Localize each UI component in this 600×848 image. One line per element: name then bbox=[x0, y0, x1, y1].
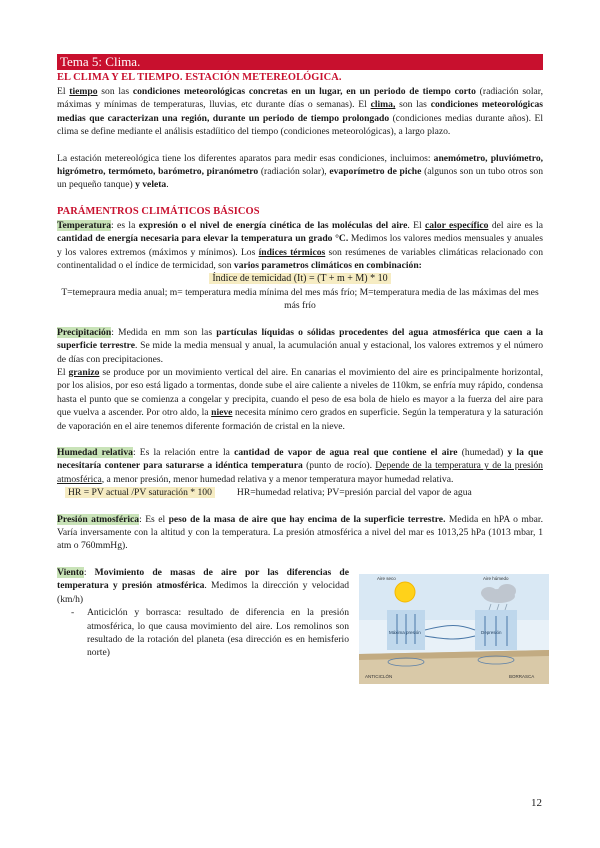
formula-humedad: HR = PV actual /PV saturación * 100 HR=humedad relativa; PV=presión parcial del vapor de agua bbox=[57, 486, 543, 499]
formula-legend: T=temepraura media anual; m= temperatura media mínima del mes más frío; M=temperatura media de las máximas del mes más frío bbox=[61, 286, 539, 312]
paragraph-temperatura: Temperatura: es la expresión o el nivel de energía cinética de las moléculas del aire. El calor específico del aire es la cantidad de energía necesaria para elevar la temperatura un grado °C. Medimos los valores medios mensuales y anuales y los valores extremos (máximos y mínimos). Los índices térmicos son resúmenes de variables climáticas relacionado con continentalidad o el índice de termicidad, son varios parametros climáticos en combinación: bbox=[57, 219, 543, 272]
chapter-title: Tema 5: Clima. bbox=[57, 54, 543, 70]
viento-block bbox=[57, 566, 543, 679]
label-viento: Viento bbox=[57, 566, 84, 578]
paragraph-estacion: La estación metereológica tiene los diferentes aparatos para medir esas condiciones, incluimos: anemómetro, pluviómetro, higrómetro, termómeto, barómetro, piranómetro (radiación solar), evaporímetro de piche (algunos son un tubo otros son un pequeño tanque) y veleta. bbox=[57, 152, 544, 191]
section-heading-clima: EL CLIMA Y EL TIEMPO. ESTACIÓN METEREOLÓGICA. bbox=[57, 72, 342, 83]
page bbox=[57, 54, 544, 679]
label-temperatura: Temperatura bbox=[57, 219, 112, 231]
paragraph-viento: Viento: Movimiento de masas de aire por las diferencias de temperatura y presión atmosférica. Medimos la dirección y velocidad (km/h) bbox=[57, 566, 349, 605]
section-heading-parametros: PARÁMENTROS CLIMÁTICOS BÁSICOS bbox=[57, 205, 260, 217]
label-borrasca: BORRASCA bbox=[509, 673, 535, 679]
label-maxima-presion: Máxima presión bbox=[389, 629, 421, 635]
label-anticiclon: ANTICICLÓN bbox=[365, 673, 393, 679]
label-humedad: Humedad relativa bbox=[57, 447, 133, 459]
paragraph-presion: Presión atmosférica: Es el peso de la masa de aire que hay encima de la superficie terrestre. Medida en hPA o mbar. Varía inversamente con la altitud y con la temperatura. La presión atmosférica a nivel del mar es 1013,25 hPa (1013 mbar, 1 atm o 760mmHg). bbox=[57, 513, 543, 552]
label-aire-seco: Aire seco bbox=[377, 575, 396, 581]
paragraph-humedad: Humedad relativa: Es la relación entre la cantidad de vapor de agua real que contiene el aire (humedad) y la que necesitaría contener para saturarse a idéntica temperatura (punto de rocío). Depende de la temperatura y de la presión atmosférica, a menor presión, menor humedad relativa y a menor temperatura mayor humedad relativa. bbox=[57, 447, 543, 485]
formula-termicidad: Índice de temicidad (It) = (T + m + M) * 10 bbox=[57, 272, 543, 286]
paragraph-tiempo-clima: El tiempo son las condiciones meteorológicas concretas en un lugar, en un periodo de tiempo corto (radiación solar, máximas y mínimas de temperaturas, lluvias, etc durante días o semanas). El clima, son las condiciones meteorológicas medias que caracterizan una región, durante un periodo de tiempo prolongado (condiciones medias durante años). El clima se define mediante el análisis estadíitico del tiempo (condiciones meteorológicas), a largo plazo. bbox=[57, 86, 543, 138]
label-precipitacion: Precipitación bbox=[57, 326, 112, 338]
bullet-anticiclon: - Anticiclón y borrasca: resultado de diferencia en la presión atmosférica, lo que causa movimiento del aire. Los remolinos son resultado de la rotación del planeta (esa dirección es en hemisferio norte) bbox=[87, 606, 349, 660]
anticyclone-cyclone-figure bbox=[359, 574, 549, 684]
label-presion: Presión atmosférica bbox=[57, 513, 140, 525]
paragraph-precipitacion: Precipitación: Medida en mm son las partículas líquidas o sólidas procedentes del agua atmosférica que caen a la superficie terrestre. Se mide la media mensual y anual, la acumulación anual y estacional, los valores extremos y el número de días con precipitaciones. bbox=[57, 326, 544, 365]
paragraph-granizo: El granizo se produce por un movimiento vertical del aire. En canarias el movimiento del aire es principalmente horizontal, por los alisios, por eso está ligado a tormentas, donde sube el aire caliente a niveles de 110km, se enfría muy rápido, condensa hasta el punto que se comienza a congelar y precipita, cuando el peso de esa bola de hielo es mayor a la fuerza del aire para que vuelva a ascender. Por otro aldo, la nieve necesita mínimo cero grados en superficie. Según la temperatura y la saturación de vaporación en el aire tenemos diferente formación de cristal en la nieve. bbox=[57, 367, 544, 432]
sun-icon bbox=[395, 582, 415, 602]
label-depresion: Depresión bbox=[481, 629, 502, 635]
page-number: 12 bbox=[531, 797, 542, 809]
label-aire-humedo: Aire húmedo bbox=[483, 575, 509, 581]
